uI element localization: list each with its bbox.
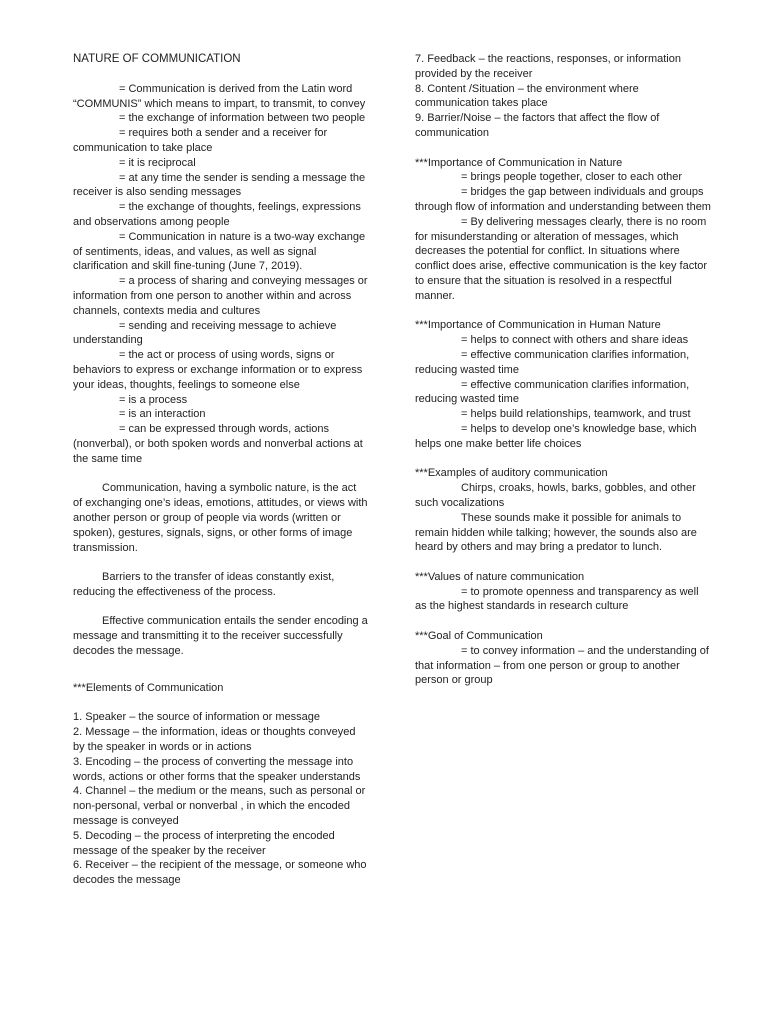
auditory-item: These sounds make it possible for animals to remain hidden while talking; however, the sounds also are heard by others and may bring a predator to lunch. — [415, 511, 697, 554]
auditory-heading: ***Examples of auditory communication — [415, 467, 608, 480]
element-item: 2. Message – the information, ideas or thoughts conveyed by the speaker in words or in actions — [73, 726, 356, 754]
definition-item: = the exchange of thoughts, feelings, expressions and observations among people — [73, 201, 361, 228]
definition-item: = at any time the sender is sending a message the receiver is also sending messages — [73, 171, 366, 199]
body-paragraph: Communication, having a symbolic nature, is the act of exchanging one’s ideas, emotions, attitudes, or views with another person or group of people via words (written or spoken), gestures, signals, signs, or other forms of image transmission. — [73, 482, 368, 554]
importance-nature-heading: ***Importance of Communication in Nature — [415, 156, 623, 169]
definition-item: = requires both a sender and a receiver for communication to take place — [73, 127, 328, 154]
importance-human-heading: ***Importance of Communication in Human Nature — [415, 319, 661, 332]
left-column — [73, 52, 368, 888]
element-item: 6. Receiver – the recipient of the message, or someone who decodes the message — [73, 859, 367, 887]
page-title: NATURE OF COMMUNICATION — [73, 53, 241, 65]
goal-heading: ***Goal of Communication — [415, 630, 543, 643]
importance-human-item: = helps build relationships, teamwork, and trust — [461, 408, 691, 421]
importance-nature-item: = By delivering messages clearly, there is no room for misunderstanding or alteration of messages, which decreases the potential for conflict. In situations where conflict does arise, effective communication is the key factor to ensure that the situation is resolved in a respectful manner. — [415, 215, 708, 302]
definition-item: = sending and receiving message to achieve understanding — [73, 319, 337, 347]
auditory-item: Chirps, croaks, howls, barks, gobbles, and other such vocalizations — [415, 482, 696, 509]
element-item: 7. Feedback – the reactions, responses, or information provided by the receiver — [415, 53, 681, 80]
definition-item: = a process of sharing and conveying messages or information from one person to another within and across channels, contexts media and cultures — [73, 275, 368, 317]
importance-human-item: = helps to develop one’s knowledge base, which helps one make better life choices — [415, 422, 697, 450]
body-paragraph: Barriers to the transfer of ideas constantly exist, reducing the effectiveness of the process. — [73, 571, 335, 598]
values-item: = to promote openness and transparency as well as the highest standards in research culture — [415, 585, 699, 613]
definition-item: = Communication in nature is a two-way exchange of sentiments, ideas, and values, as well as signal clarification and skill fine-tuning (June 7, 2019). — [73, 230, 366, 273]
definition-item: = the exchange of information between two people — [119, 112, 366, 125]
element-item: 9. Barrier/Noise – the factors that affect the flow of communication — [415, 112, 660, 139]
element-item: 8. Content /Situation – the environment where communication takes place — [415, 82, 639, 110]
importance-human-item: = helps to connect with others and share ideas — [461, 334, 689, 347]
element-item: 3. Encoding – the process of converting the message into words, actions or other forms that the speaker understands — [73, 755, 361, 783]
importance-nature-item: = bridges the gap between individuals and groups through flow of information and understanding between them — [415, 186, 711, 213]
importance-nature-item: = brings people together, closer to each other — [461, 171, 683, 184]
values-heading: ***Values of nature communication — [415, 570, 585, 583]
importance-human-item: = effective communication clarifies information, reducing wasted time — [415, 348, 690, 376]
goal-item: = to convey information – and the understanding of that information – from one person or group to another person or group — [415, 644, 709, 687]
elements-list-continued — [415, 52, 713, 141]
elements-list — [73, 710, 368, 888]
element-item: 5. Decoding – the process of interpreting the encoded message of the speaker by the receiver — [73, 829, 335, 857]
body-paragraph: Effective communication entails the sender encoding a message and transmitting it to the receiver successfully decodes the message. — [73, 615, 368, 658]
definition-item: = it is reciprocal — [119, 156, 196, 169]
definition-item: = the act or process of using words, signs or behaviors to express or exchange information or to express your ideas, thoughts, feelings to someone else — [73, 349, 363, 391]
definition-item: = Communication is derived from the Latin word “COMMUNIS” which means to impart, to transmit, to convey — [73, 82, 366, 110]
definition-item: = is an interaction — [119, 408, 206, 421]
definition-item: = can be expressed through words, actions (nonverbal), or both spoken words and nonverbal actions at the same time — [73, 423, 363, 465]
right-column — [415, 52, 713, 688]
importance-human-item: = effective communication clarifies information, reducing wasted time — [415, 378, 690, 406]
definitions-list — [73, 82, 368, 467]
definition-item: = is a process — [119, 393, 188, 406]
elements-heading: ***Elements of Communication — [73, 681, 224, 694]
element-item: 1. Speaker – the source of information or message — [73, 711, 321, 724]
element-item: 4. Channel – the medium or the means, such as personal or non-personal, verbal or nonverbal , in which the encoded message is conveyed — [73, 785, 366, 828]
